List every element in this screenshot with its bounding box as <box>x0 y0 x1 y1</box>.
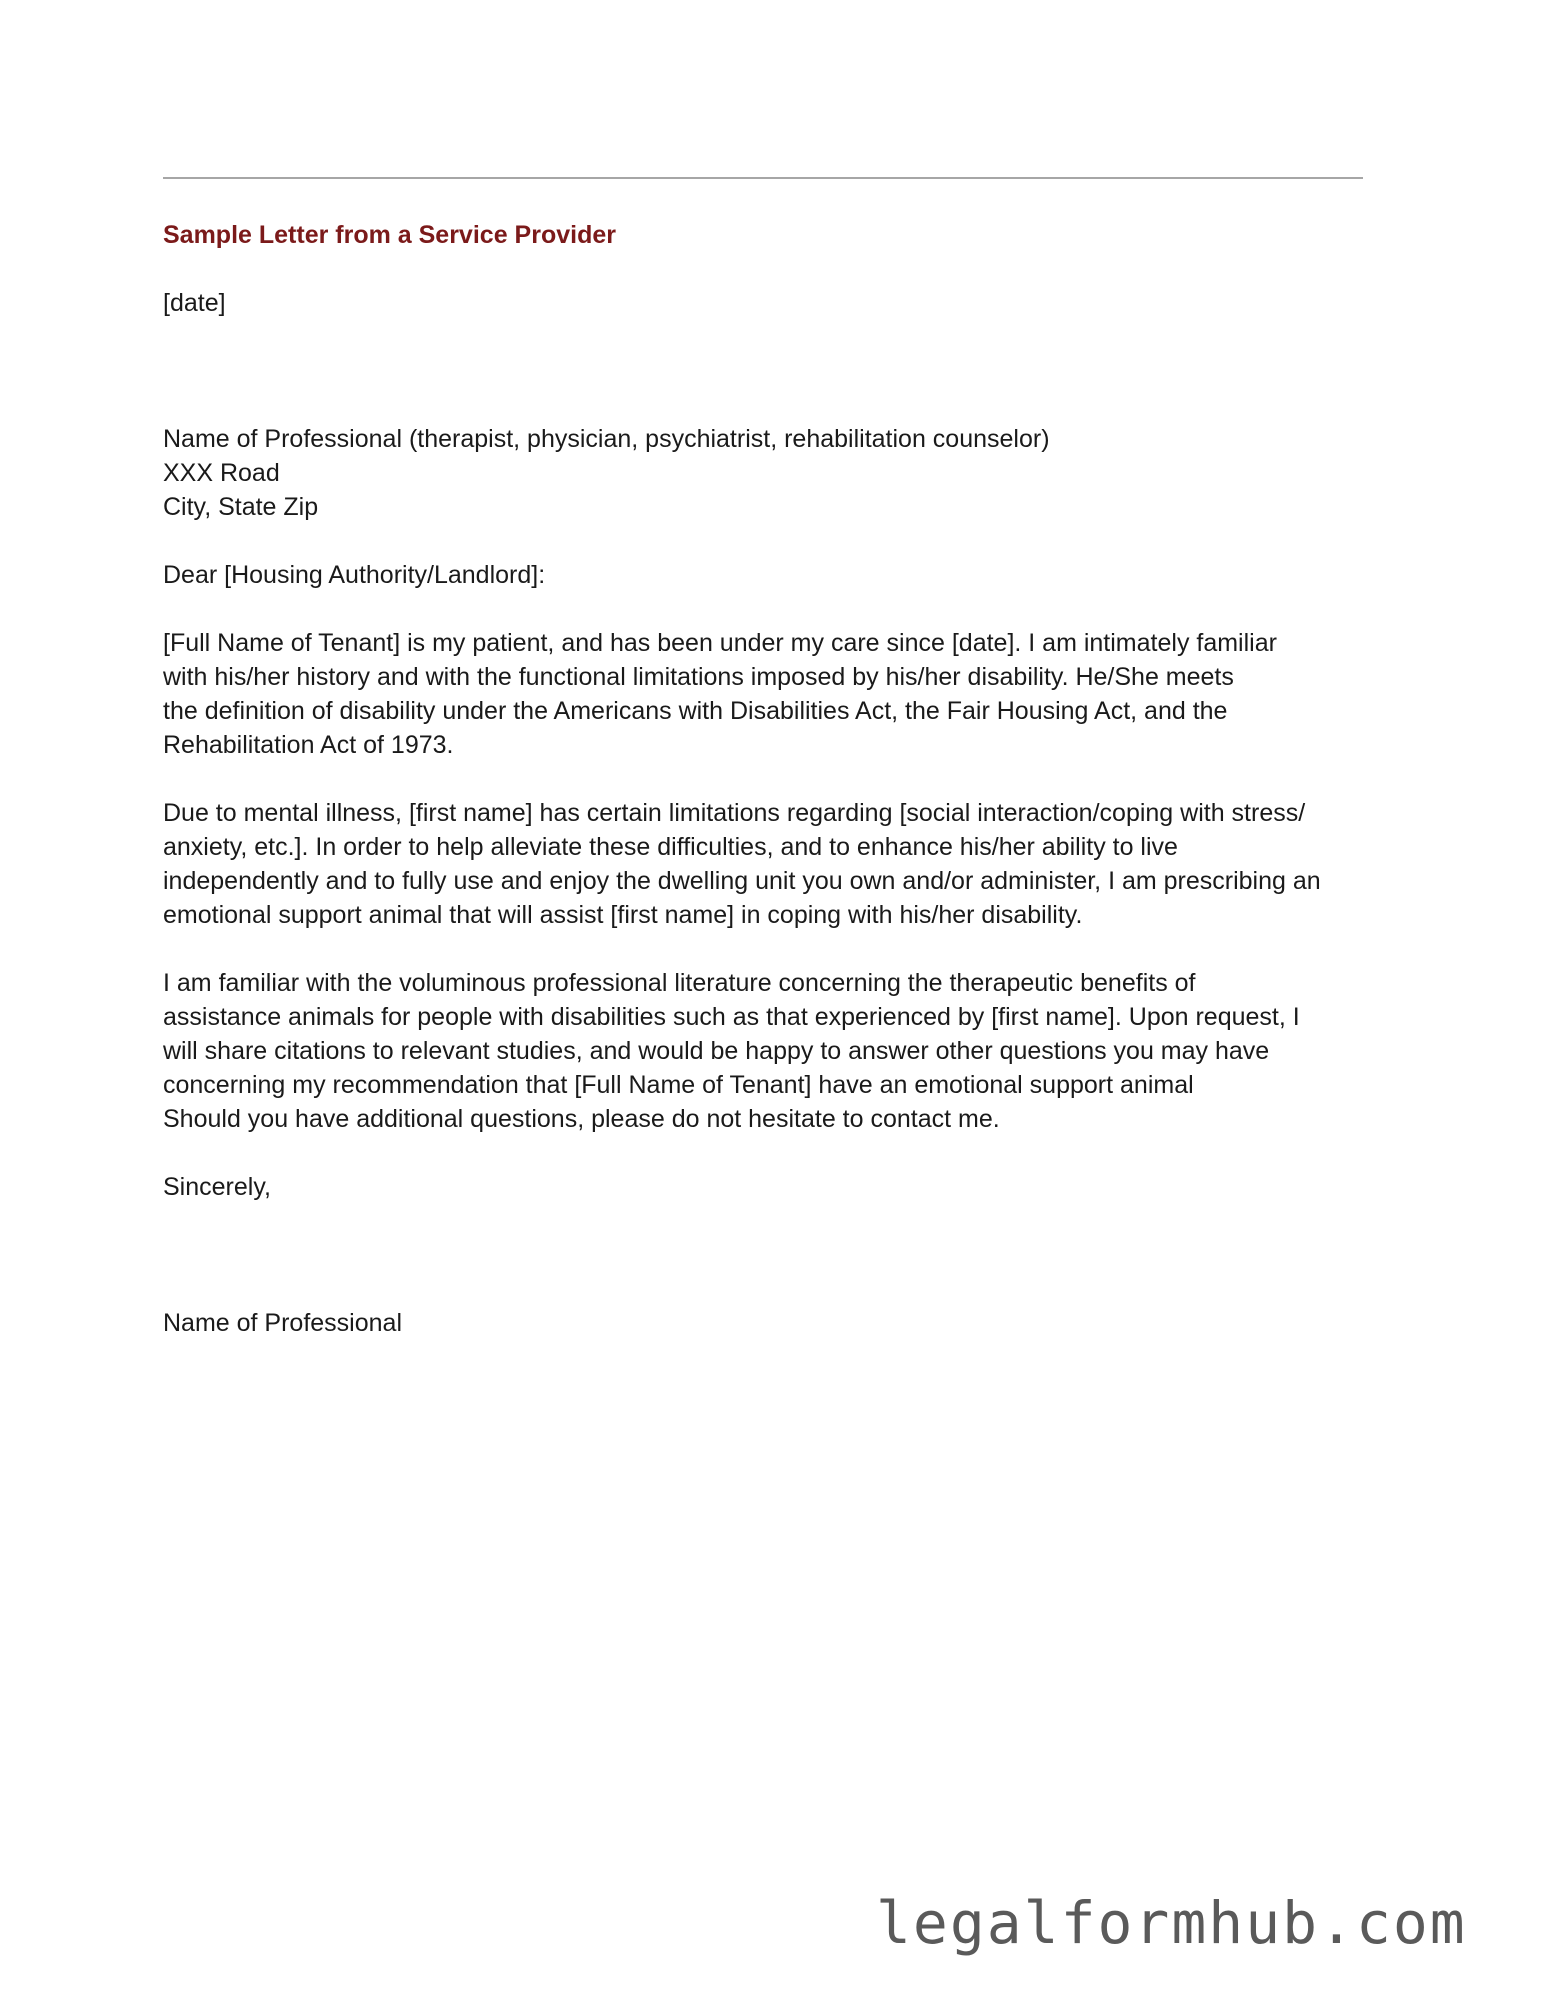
paragraph-line: [Full Name of Tenant] is my patient, and has been under my care since [date]. I am intimately familiar <box>163 629 1277 657</box>
sender-address-block <box>163 422 1378 524</box>
salutation: Dear [Housing Authority/Landlord]: <box>163 561 546 589</box>
closing: Sincerely, <box>163 1173 271 1201</box>
paragraph-line: the definition of disability under the Americans with Disabilities Act, the Fair Housing Act, and the <box>163 697 1228 725</box>
paragraph-line: with his/her history and with the functional limitations imposed by his/her disability. He/She meets <box>163 663 1234 691</box>
paragraph-limitations <box>163 796 1378 932</box>
paragraph-line: anxiety, etc.]. In order to help alleviate these difficulties, and to enhance his/her ability to live <box>163 833 1178 861</box>
paragraph-line: I am familiar with the voluminous professional literature concerning the therapeutic benefits of <box>163 969 1196 997</box>
paragraph-line: independently and to fully use and enjoy the dwelling unit you own and/or administer, I am prescribing an <box>163 867 1321 895</box>
paragraph-line: concerning my recommendation that [Full Name of Tenant] have an emotional support animal <box>163 1071 1194 1099</box>
paragraph-patient-care <box>163 626 1378 762</box>
paragraph-line: will share citations to relevant studies, and would be happy to answer other questions you may have <box>163 1037 1270 1065</box>
signature-name: Name of Professional <box>163 1309 403 1337</box>
paragraph-line: assistance animals for people with disabilities such as that experienced by [first name]. Upon request, I <box>163 1003 1300 1031</box>
letter-title: Sample Letter from a Service Provider <box>163 221 616 249</box>
paragraph-line: Due to mental illness, [first name] has certain limitations regarding [social interaction/coping with stress/ <box>163 799 1306 827</box>
address-line-name: Name of Professional (therapist, physician, psychiatrist, rehabilitation counselor) <box>163 425 1050 453</box>
paragraph-line: emotional support animal that will assist [first name] in coping with his/her disability. <box>163 901 1083 929</box>
paragraph-literature <box>163 966 1378 1136</box>
paragraph-line: Should you have additional questions, please do not hesitate to contact me. <box>163 1105 1000 1133</box>
header-divider <box>163 177 1363 179</box>
watermark-logo: legalformhub.com <box>876 1889 1467 1957</box>
address-line-street: XXX Road <box>163 459 280 487</box>
letter-date: [date] <box>163 289 226 317</box>
letter-body <box>163 218 1378 1340</box>
address-line-city: City, State Zip <box>163 493 319 521</box>
paragraph-line: Rehabilitation Act of 1973. <box>163 731 454 759</box>
